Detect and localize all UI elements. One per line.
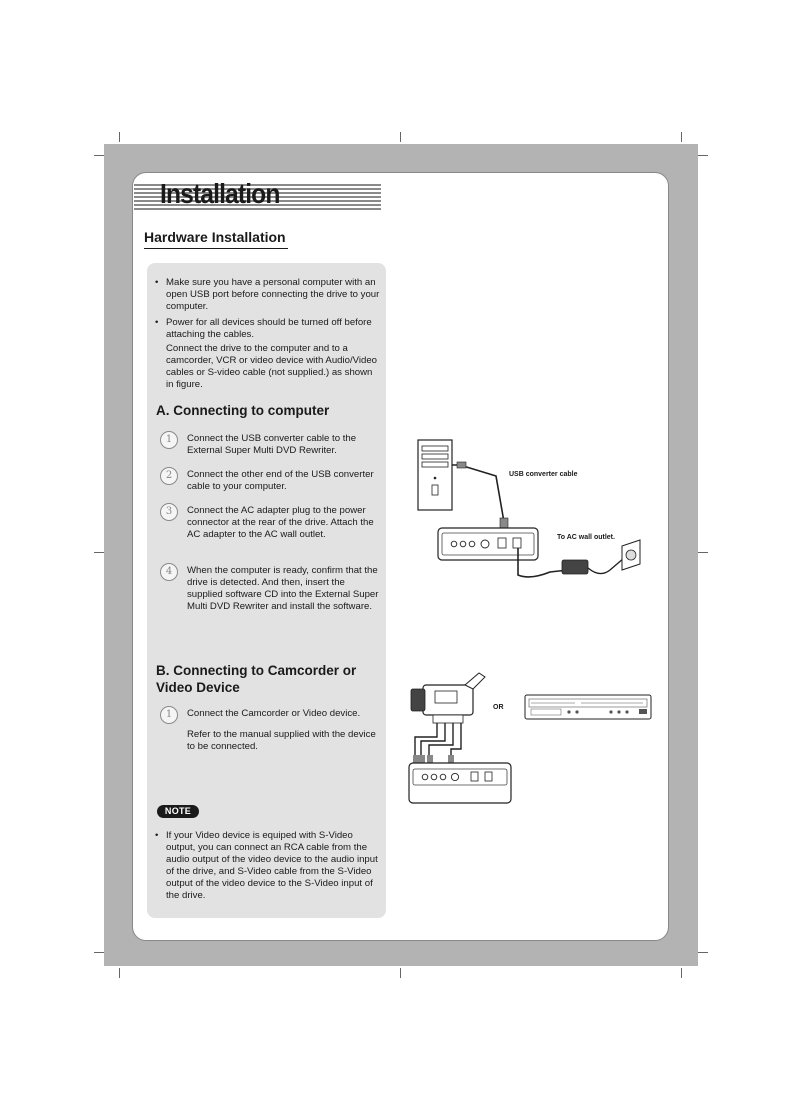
step-number: 4 bbox=[160, 563, 178, 581]
crop-mark bbox=[698, 552, 708, 553]
note-list bbox=[155, 830, 380, 901]
intro-bullets bbox=[155, 277, 380, 345]
crop-mark bbox=[94, 155, 104, 156]
step-text: When the computer is ready, confirm that the drive is detected. And then, insert the supplied software CD into the External Super Multi DVD Rewriter and install the software. bbox=[187, 565, 379, 612]
crop-mark bbox=[698, 155, 708, 156]
ac-adapter-icon bbox=[562, 560, 588, 574]
crop-mark bbox=[400, 132, 401, 142]
crop-mark bbox=[119, 132, 120, 142]
usb-converter-label: USB converter cable bbox=[509, 471, 578, 478]
step-number: 3 bbox=[160, 503, 178, 521]
vcr-icon bbox=[525, 695, 651, 719]
step-text: Connect the USB converter cable to the External Super Multi DVD Rewriter. bbox=[187, 433, 357, 456]
section-b-heading: B. Connecting to Camcorder or Video Device bbox=[156, 663, 357, 695]
refer-text: Refer to the manual supplied with the device to be connected. bbox=[187, 729, 376, 752]
step-text: Connect the other end of the USB converter cable to your computer. bbox=[187, 469, 374, 492]
intro-bullet: • Power for all devices should be turned off before attaching the cables. bbox=[155, 317, 380, 341]
note-badge: NOTE bbox=[157, 805, 199, 818]
section-subtitle: Hardware Installation bbox=[144, 229, 288, 249]
computer-connection-diagram bbox=[410, 430, 660, 590]
step-number: 1 bbox=[160, 431, 178, 449]
camcorder-icon bbox=[411, 673, 485, 723]
note-item: • If your Video device is equiped with S-Video output, you can connect an RCA cable from the audio output of the video device to the audio input of the drive, and S-Video cable from the S-Video output of the video device to the S-Video input of the drive. bbox=[155, 830, 380, 901]
crop-mark bbox=[94, 552, 104, 553]
page-title: Installation bbox=[160, 178, 280, 209]
crop-mark bbox=[698, 952, 708, 953]
crop-mark bbox=[119, 968, 120, 978]
crop-mark bbox=[681, 132, 682, 142]
step-text: Connect the Camcorder or Video device. bbox=[187, 708, 361, 719]
step-text: Connect the AC adapter plug to the power connector at the rear of the drive. Attach the AC adapter to the AC wall outlet. bbox=[187, 505, 374, 540]
or-label: OR bbox=[493, 704, 504, 711]
dvd-drive-rear-icon bbox=[438, 528, 538, 560]
step-number: 2 bbox=[160, 467, 178, 485]
crop-mark bbox=[400, 968, 401, 978]
step-number: 1 bbox=[160, 706, 178, 724]
desktop-computer-icon bbox=[418, 440, 452, 510]
dvd-drive-rear-icon bbox=[409, 763, 511, 803]
camcorder-connection-diagram bbox=[405, 665, 660, 810]
wall-outlet-icon bbox=[622, 540, 640, 570]
crop-mark bbox=[94, 952, 104, 953]
crop-mark bbox=[681, 968, 682, 978]
intro-paragraph: Connect the drive to the computer and to a camcorder, VCR or video device with Audio/Video cables or S-video cable (not supplied.) as shown in figure. bbox=[166, 343, 377, 390]
intro-bullet: • Make sure you have a personal computer with an open USB port before connecting the drive to your computer. bbox=[155, 277, 380, 313]
section-a-heading: A. Connecting to computer bbox=[156, 403, 330, 418]
ac-outlet-label: To AC wall outlet. bbox=[557, 534, 615, 541]
